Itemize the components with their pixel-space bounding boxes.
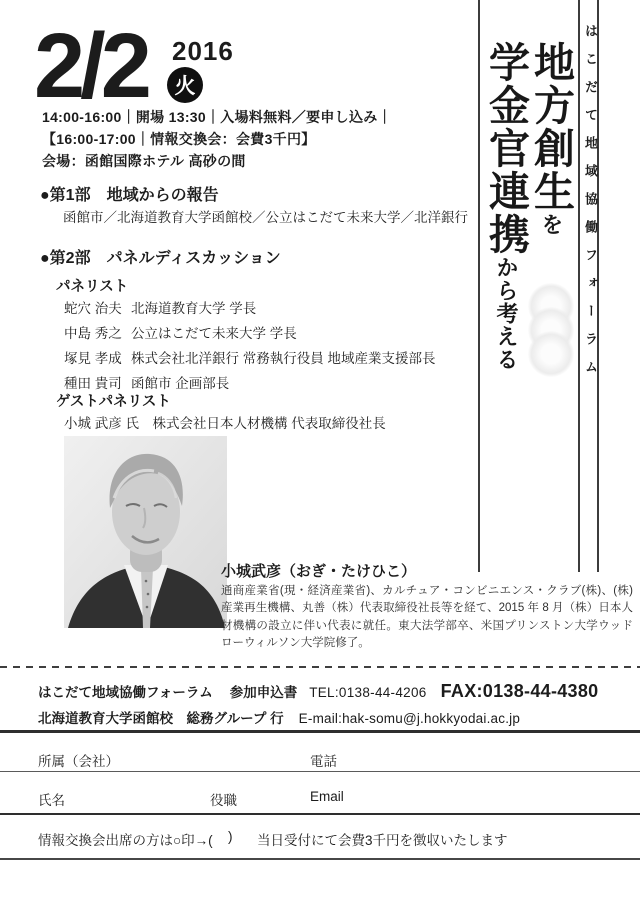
panelist-row — [64, 372, 229, 392]
exchange-session-line: 【16:00-17:00｜情報交換会：会費3千円】 — [42, 131, 316, 147]
dashed-divider — [0, 666, 640, 668]
application-form-title: 参加申込書 — [229, 685, 298, 700]
panelist-row — [64, 322, 297, 342]
weekday-label: 火 — [174, 75, 196, 98]
part2-heading-label: 第2部 パネルディスカッション — [49, 250, 281, 267]
field-label-name: 氏名 — [38, 793, 65, 808]
weekday-badge — [167, 67, 203, 103]
forum-name-vertical: はこだて地域協働フォーラム — [583, 24, 598, 388]
exchange-note-left: 情報交換会出席の方は○印→( — [38, 833, 213, 848]
schedule-line: 14:00-16:00｜開場 13:30｜入場料無料／要申し込み｜ — [42, 109, 392, 125]
title-col2-main: 学金官連携 — [482, 41, 530, 256]
form-rule-top — [0, 730, 640, 733]
part1-heading-label: 第1部 地域からの報告 — [49, 187, 219, 204]
form-rule — [0, 771, 640, 772]
field-label-affiliation: 所属（会社） — [38, 754, 119, 769]
panelist-title: 函館市 企画部長 — [131, 376, 230, 391]
form-rule-bottom — [0, 858, 640, 860]
part1-presenters: 函館市／北海道教育大学函館校／公立はこだて未来大学／北洋銀行 — [63, 210, 468, 225]
portrait-photo-graphic — [64, 436, 227, 628]
guest-panelist-label: ゲストパネリスト — [56, 394, 171, 410]
application-org: はこだて地域協働フォーラム — [38, 685, 213, 700]
section-bullet-icon: ● — [40, 250, 50, 267]
title-col1-particle: を — [538, 213, 564, 236]
portrait-photo — [64, 436, 227, 628]
part1-heading — [40, 182, 219, 205]
fax-number: FAX:0138-44-4380 — [440, 681, 599, 701]
profile-bio: 通商産業省(現・経済産業省)、カルチュア・コンビニエンス・クラブ(株)、(株)産業再生機構、丸善（株）代表取締役社長等を経て、2015 年 8 月（株）日本人材機構の設立に伴い代表に就任。東大法学部卒、米国プリンストン大学ウッドローウィルソン大学院修了。 — [221, 585, 633, 649]
panelist-title: 北海道教育大学 学長 — [131, 301, 257, 316]
title-col1-main: 地方創生 — [527, 41, 575, 213]
vertical-rule — [578, 0, 580, 572]
panelist-row — [64, 297, 256, 317]
panelists-label: パネリスト — [56, 279, 129, 295]
panelist-name: 中島 秀之 — [64, 326, 122, 341]
main-title-column-1 — [527, 41, 575, 341]
form-rule — [0, 813, 640, 815]
field-label-position: 役職 — [210, 793, 237, 808]
event-date: 2/2 — [34, 15, 147, 117]
exchange-note-right: 当日受付にて会費3千円を徴収いたします — [257, 833, 508, 848]
panelist-title: 公立はこだて未来大学 学長 — [131, 326, 297, 341]
tel-number: TEL:0138-44-4206 — [309, 685, 427, 700]
guest-panelist-line: 小城 武彦 氏 株式会社日本人材機構 代表取締役社長 — [64, 416, 386, 431]
section-bullet-icon: ● — [40, 187, 50, 204]
panelist-name: 塚見 孝成 — [64, 351, 122, 366]
application-recipient: 北海道教育大学函館校 総務グループ 行 — [38, 711, 284, 726]
vertical-rule — [478, 0, 480, 572]
field-label-email: Email — [310, 789, 344, 804]
profile-name: 小城武彦（おぎ・たけひこ） — [221, 563, 417, 580]
field-label-phone: 電話 — [310, 754, 337, 769]
email-address: E-mail:hak-somu@j.hokkyodai.ac.jp — [298, 711, 521, 726]
venue-line: 会場：函館国際ホテル 高砂の間 — [42, 153, 246, 169]
application-header-line1 — [38, 681, 599, 702]
application-header-line2 — [38, 707, 520, 727]
panelist-name: 蛇穴 治夫 — [64, 301, 122, 316]
exchange-note-paren: ) — [228, 829, 233, 844]
title-col2-particle: から考える — [493, 256, 519, 371]
panelist-row — [64, 347, 436, 367]
part2-heading — [40, 245, 281, 268]
event-year: 2016 — [172, 36, 234, 66]
panelist-title: 株式会社北洋銀行 常務執行役員 地域産業支援部長 — [131, 351, 436, 366]
main-title-column-2 — [482, 41, 530, 441]
panelist-name: 種田 貴司 — [64, 376, 122, 391]
